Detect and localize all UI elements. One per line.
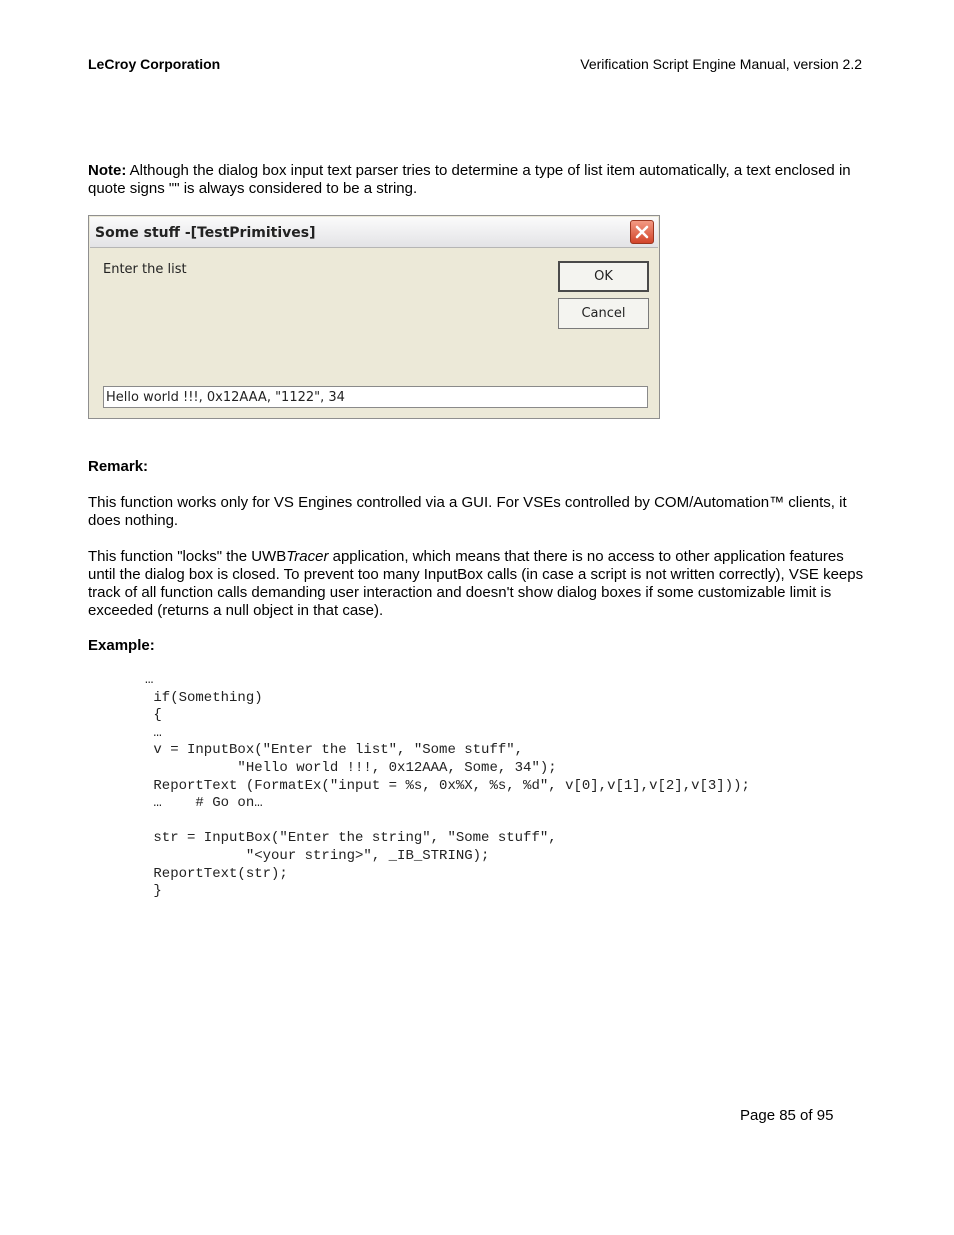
note-label: Note: [88, 162, 127, 179]
remark-para2-italic: Tracer [286, 548, 329, 565]
note-text: Although the dialog box input text parser tries to determine a type of list item automatically, a text enclosed in quote signs "" is always considered to be a string. [88, 162, 851, 197]
close-icon [635, 225, 649, 239]
dialog-title: Some stuff -[TestPrimitives] [95, 225, 316, 241]
remark-paragraph-1: This function works only for VS Engines controlled via a GUI. For VSEs controlled by COM/Automation™ clients, it does nothing. [88, 494, 847, 529]
input-dialog [88, 215, 660, 419]
note-paragraph [88, 162, 868, 198]
dialog-prompt: Enter the list [103, 262, 187, 277]
remark-heading: Remark: [88, 458, 149, 475]
remark-paragraph-2 [88, 548, 868, 620]
cancel-button[interactable]: Cancel [558, 298, 649, 329]
list-input[interactable] [103, 386, 648, 408]
close-button[interactable] [630, 220, 654, 244]
header-manual-title: Verification Script Engine Manual, version 2.2 [580, 56, 862, 72]
header-company: LeCroy Corporation [88, 56, 221, 72]
example-heading: Example: [88, 637, 155, 654]
code-example: … if(Something) { … v = InputBox("Enter the list", "Some stuff", "Hello world !!!, 0x12AAA, Some, 34"); ReportText (FormatEx("input = %s, 0x%X, %s, %d", v[0],v[1],v[2],v[3])); … # Go on… str = InputBox("Enter the string", "Some stuff", "<your string>", _IB_STRING); ReportText(str); } [145, 672, 750, 900]
remark-para2-start: This function "locks" the UWB [88, 548, 287, 565]
ok-button[interactable]: OK [558, 261, 649, 292]
page-number: Page 85 of 95 [740, 1107, 834, 1124]
remark-para2-end: application, which means that there is no access to other application features until the dialog box is closed. To prevent too many InputBox calls (in case a script is not written correctly), VSE keeps track of all function calls demanding user interaction and doesn't show dialog boxes if some customizable limit is exceeded (returns a null object in that case). [88, 548, 864, 619]
dialog-titlebar[interactable] [90, 217, 658, 248]
